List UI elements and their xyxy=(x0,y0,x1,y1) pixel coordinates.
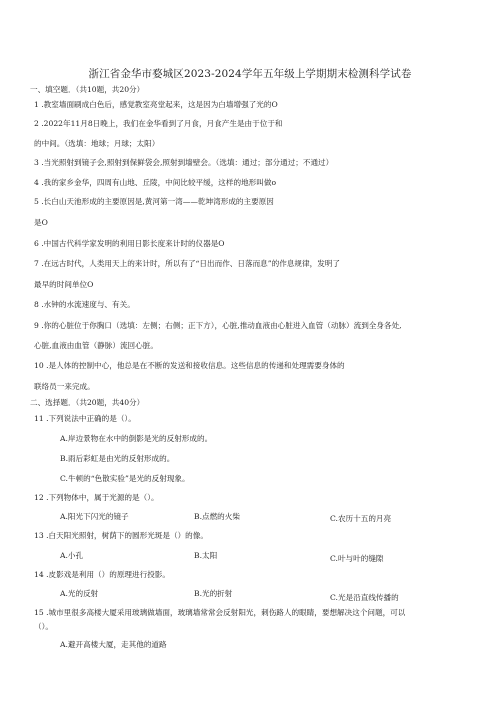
fill-line: 是O xyxy=(34,218,48,227)
fill-line: 心脏,血液由血管（静脉）流回心脏。 xyxy=(34,341,158,350)
fill-line: 最早的时间单位O xyxy=(34,280,94,289)
question-15-stem: 15 .城市里很多高楼大厦采用玻璃做墙面，玻璃墙常常会反射阳光，刺伤路人的眼睛，要想解决这个问题，可以 xyxy=(34,608,406,617)
question-12-option-c: C.农历十五的月亮 xyxy=(330,514,392,523)
fill-line: 9 .你的心脏位于你胸口（选填：左侧；右侧；正下方），心脏,推动血液由心脏进入血管（动脉）流到全身各处, xyxy=(34,321,402,330)
fill-line: 4 .我的家乡金华，四周有山地、丘陵，中间比较平缓，这样的地形叫做o xyxy=(34,178,277,187)
question-11-option-a: A.岸边景物在水中的倒影是光的反射形成的。 xyxy=(60,434,213,443)
fill-line: 8 .水钟的水流速度与、有关。 xyxy=(34,300,135,309)
fill-line: 1 .教室墙面刷成白色后，感觉教室亮堂起来，这是因为白墙增强了光的O xyxy=(34,100,278,109)
question-15-stem-continued: （）。 xyxy=(34,622,53,631)
question-15-option-a: A.避开高楼大厦，走其他的道路 xyxy=(60,640,167,649)
question-14-option-c: C.光是沿直线传播的 xyxy=(330,593,399,602)
question-13-option-a: A.小孔 xyxy=(60,551,84,560)
question-11-option-c: C.牛顿的“色散实验”是光的反射现象。 xyxy=(60,474,190,483)
question-13-option-b: B.太阳 xyxy=(194,551,218,560)
question-14-option-a: A.光的反射 xyxy=(60,589,99,598)
fill-line: 10 .是人体的控制中心，他总是在不断的发送和接收信息。这些信息的传递和处理需要身体的 xyxy=(34,361,345,370)
question-13-option-c: C.叶与叶的缝隙 xyxy=(330,554,384,563)
question-13-stem: 13 .白天阳光照射，树荫下的圆形光斑是（）的像。 xyxy=(34,531,208,540)
exam-title: 浙江省金华市婺城区2023-2024学年五年级上学期期末检测科学试卷 xyxy=(88,68,412,80)
section-fill-heading: 一、填空题．（共10题，共20分） xyxy=(30,85,145,94)
question-12-option-b: B.点燃的火柴 xyxy=(194,512,240,521)
fill-line: 7 .在远古时代，人类用天上的来计时，所以有了“日出而作、日落而息”的作息规律，发明了 xyxy=(34,259,340,268)
question-14-stem: 14 .皮影戏是利用（）的原理进行投影。 xyxy=(34,570,170,579)
fill-line: 的中间。（选填：地球；月球；太阳） xyxy=(34,139,160,148)
fill-line: 3 .当光照射到镜子会,照射到保鲜袋会,照射到墙壁会。（选填：通过；部分通过；不通过） xyxy=(34,158,334,167)
question-12-stem: 12 .下列物体中，属于光源的是（）。 xyxy=(34,493,159,502)
fill-line: 5 .长白山天池形成的主要原因是,黄河第一湾——乾坤湾形成的主要原因 xyxy=(34,197,274,206)
fill-line: 2 .2022年11月8日晚上，我们在金华看到了月食，月食产生是由于位于和 xyxy=(34,119,283,128)
question-11-option-b: B.雨后彩虹是由光的反射形成的。 xyxy=(60,454,175,463)
fill-line: 联络员一来完成。 xyxy=(34,382,95,391)
fill-line: 6 .中国古代科学家发明的利用日影长度来计时的仪器是O xyxy=(34,239,225,248)
question-12-option-a: A.阳光下闪光的镜子 xyxy=(60,512,129,521)
section-choice-heading: 二、选择题．（共20题，共40分） xyxy=(30,398,145,407)
question-14-option-b: B.光的折射 xyxy=(194,589,233,598)
question-11-stem: 11 .下列说法中正确的是（）。 xyxy=(34,414,136,423)
